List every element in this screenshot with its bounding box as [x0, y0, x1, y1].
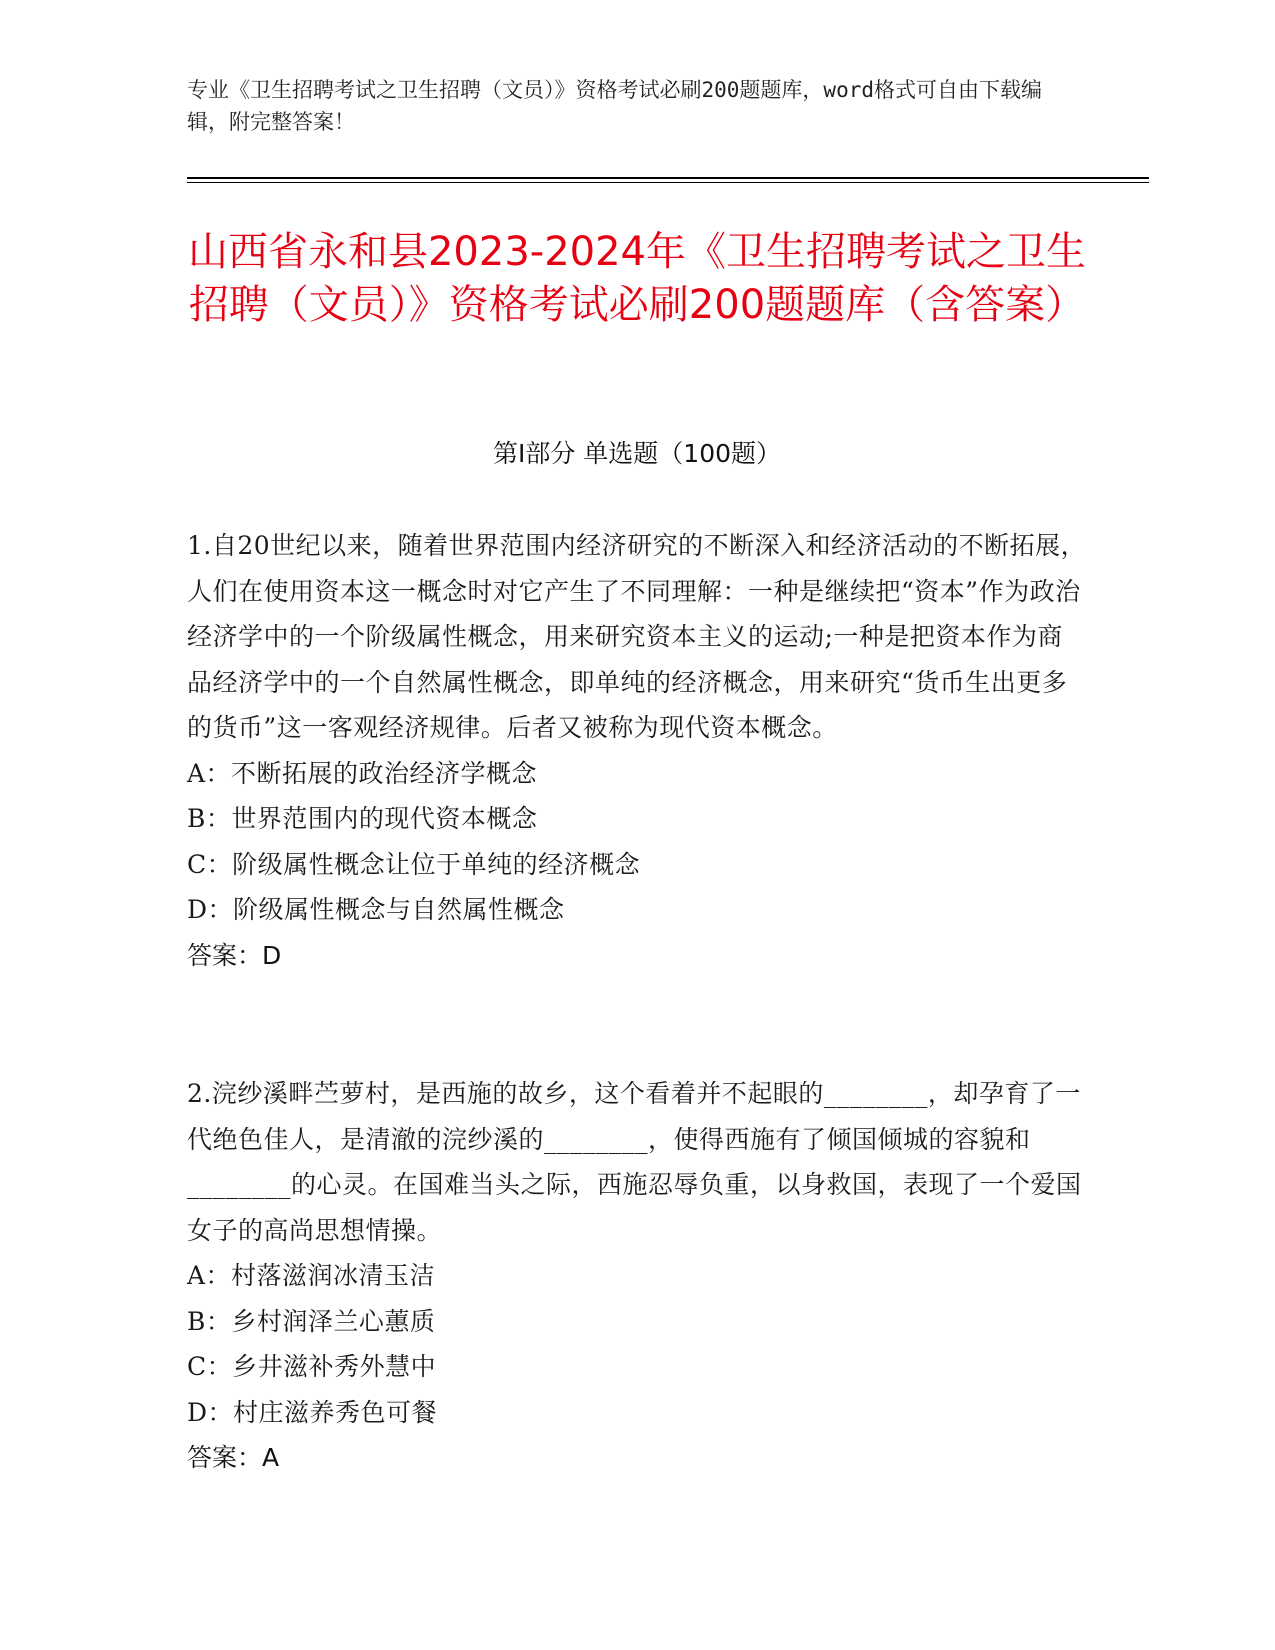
header-rule-thick	[187, 177, 1149, 179]
header-note: 专业《卫生招聘考试之卫生招聘（文员）》资格考试必刷200题题库，word格式可自由下载编辑，附完整答案！	[187, 78, 1042, 134]
option-b: B：世界范围内的现代资本概念	[187, 804, 538, 833]
option-c: C：乡井滋补秀外慧中	[187, 1352, 437, 1381]
question-stem: 2.浣纱溪畔苎萝村，是西施的故乡，这个看着并不起眼的________，却孕育了一代绝色佳人，是清澈的浣纱溪的________，使得西施有了倾国倾城的容貌和________的心灵。在国难当头之际，西施忍辱负重，以身救国，表现了一个爱国女子的高尚思想情操。	[187, 1079, 1082, 1245]
question-2	[187, 1071, 1087, 1481]
document-title: 山西省永和县2023-2024年《卫生招聘考试之卫生招聘（文员）》资格考试必刷200题题库（含答案）	[187, 229, 1087, 328]
header-rule-thin	[187, 182, 1149, 183]
question-stem: 1.自20世纪以来，随着世界范围内经济研究的不断深入和经济活动的不断拓展，人们在使用资本这一概念时对它产生了不同理解：一种是继续把“资本”作为政治经济学中的一个阶级属性概念，用来研究资本主义的运动;一种是把资本作为商品经济学中的一个自然属性概念，即单纯的经济概念，用来研究“货币生出更多的货币”这一客观经济规律。后者又被称为现代资本概念。	[187, 531, 1087, 742]
section-heading: 第Ⅰ部分 单选题（100题）	[492, 439, 782, 468]
option-c: C：阶级属性概念让位于单纯的经济概念	[187, 849, 641, 879]
question-1	[187, 523, 1087, 978]
option-a: A：不断拓展的政治经济学概念	[187, 758, 538, 788]
option-d: D：村庄滋养秀色可餐	[187, 1397, 438, 1427]
option-b: B：乡村润泽兰心蕙质	[187, 1306, 436, 1336]
answer: 答案：A	[187, 1443, 280, 1472]
option-d: D：阶级属性概念与自然属性概念	[187, 895, 565, 924]
answer: 答案：D	[187, 940, 282, 970]
option-a: A：村落滋润冰清玉洁	[187, 1261, 436, 1290]
